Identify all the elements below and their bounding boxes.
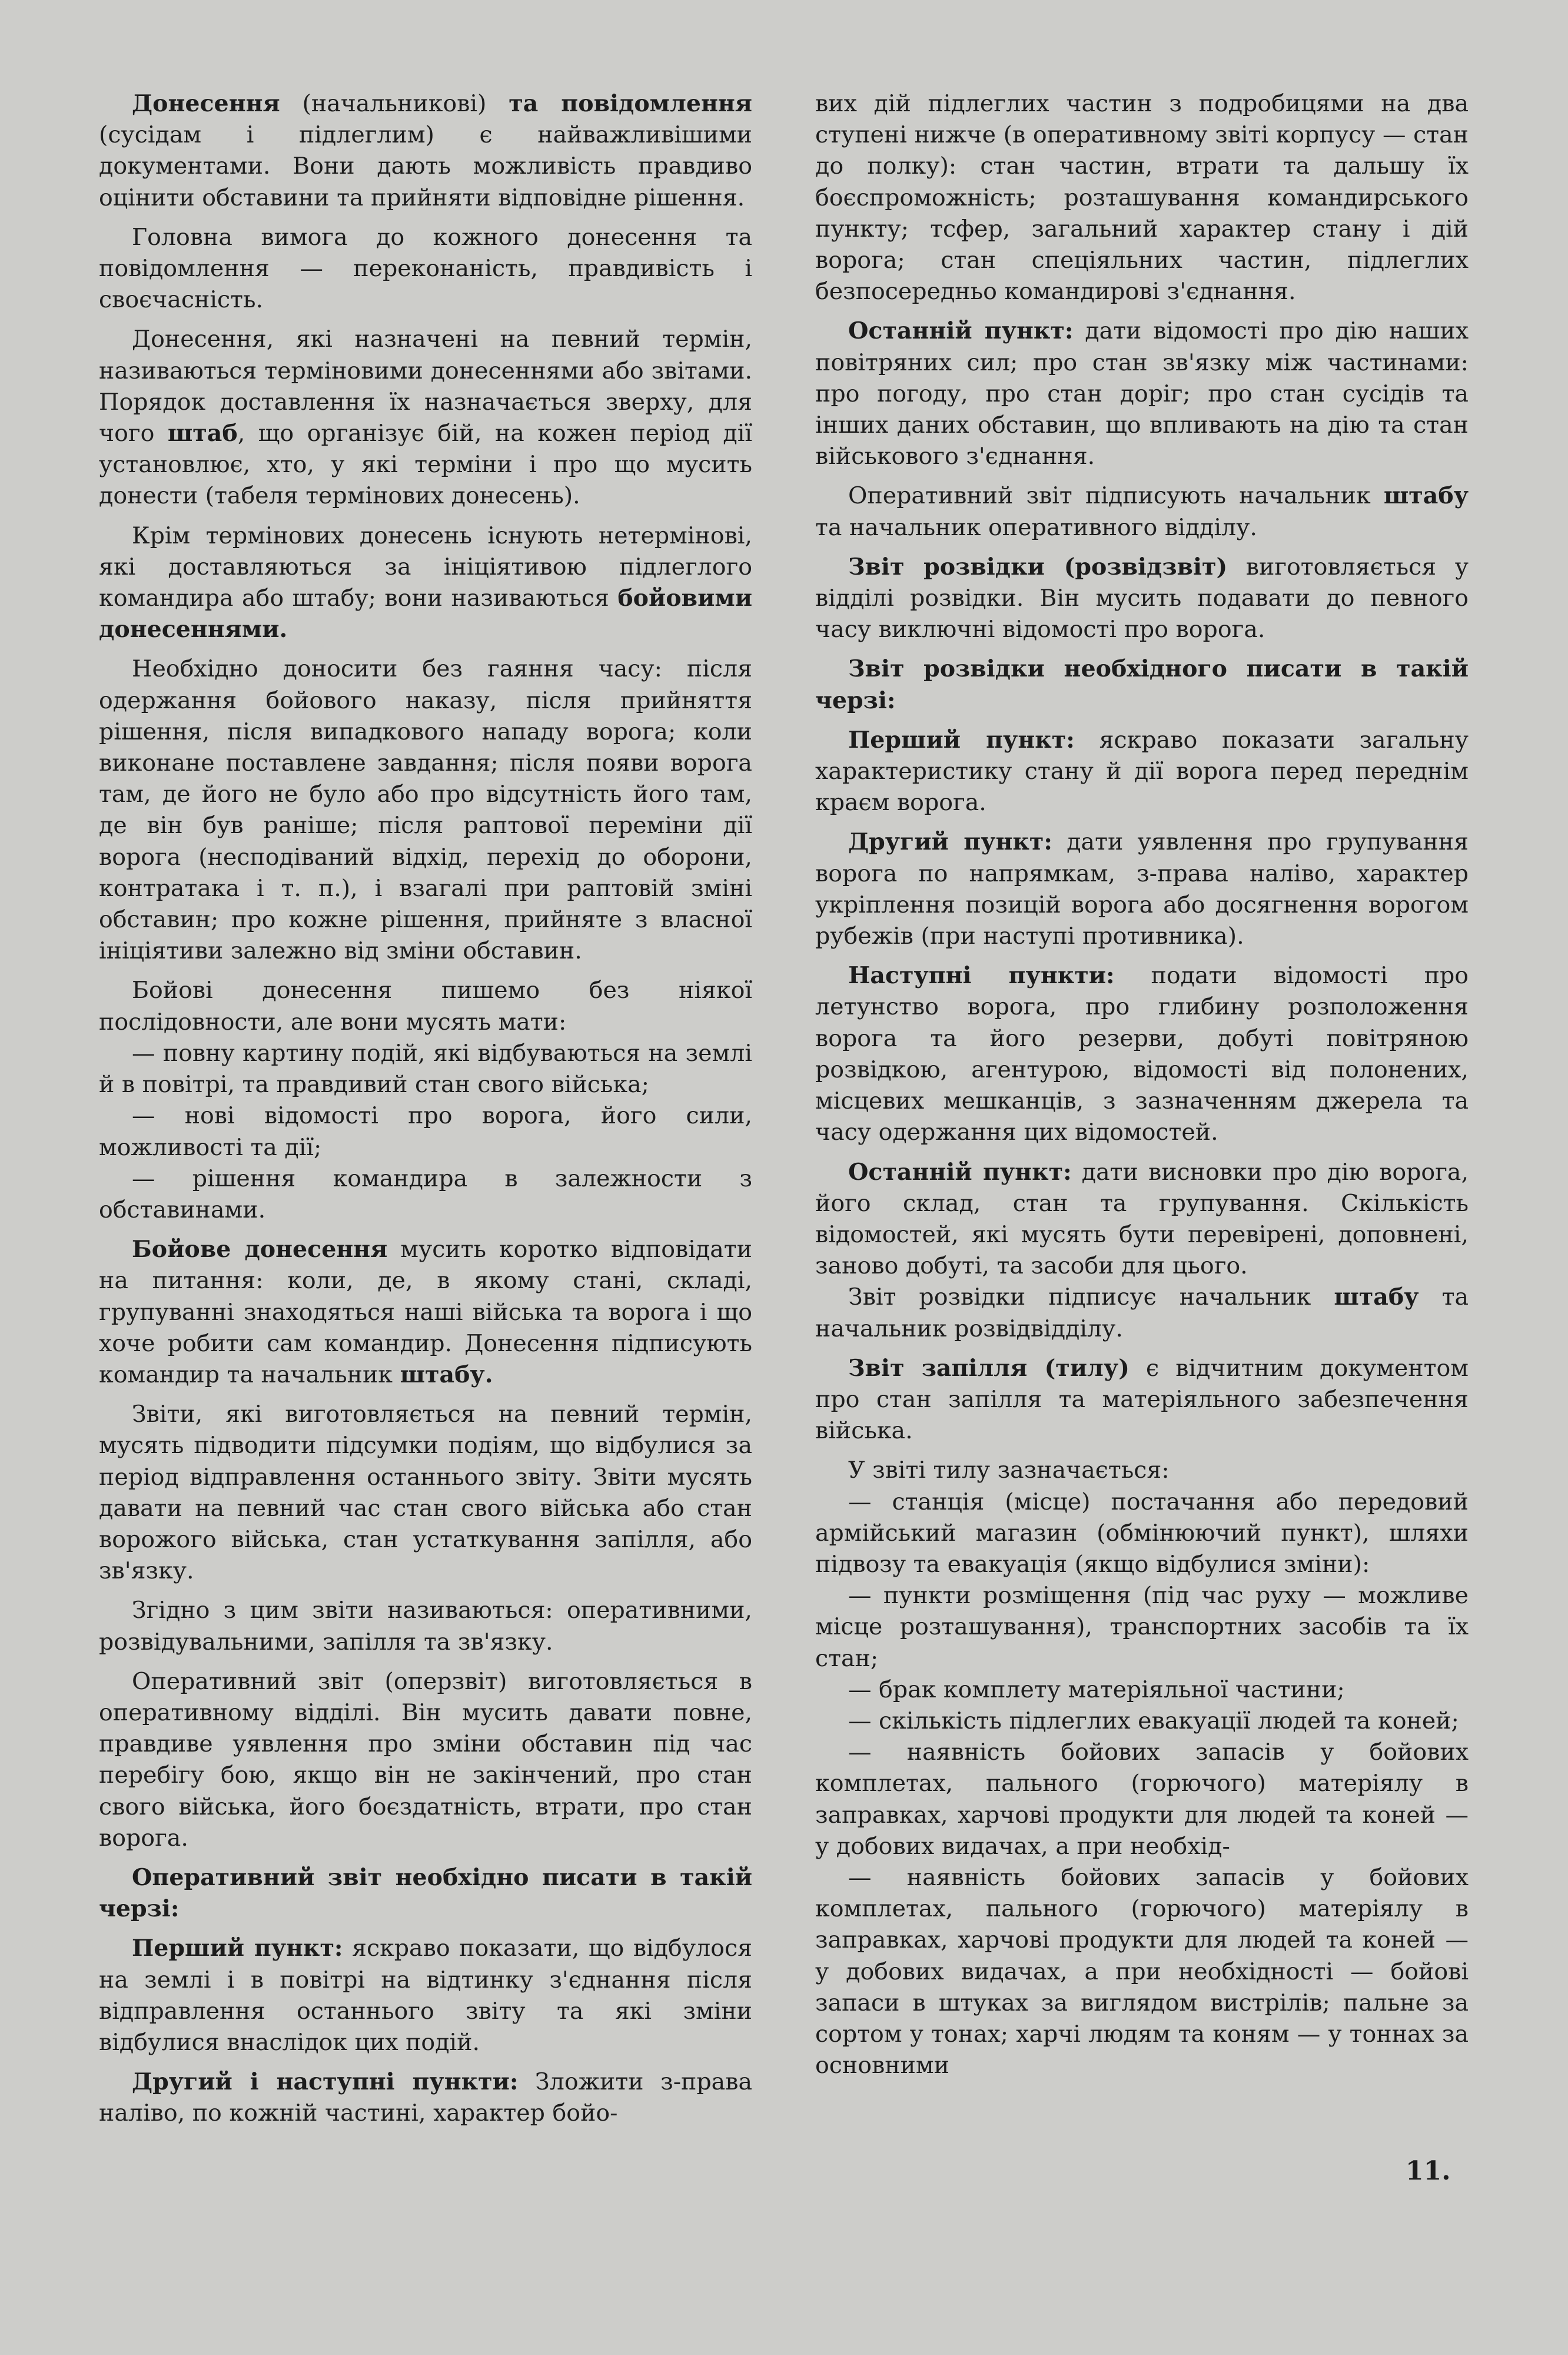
list-item: — брак комплету матеріяльної частини; xyxy=(848,1676,1345,1703)
list-item: — пункти розміщення (під час руху — можливе місце розташування), транспортних засобів та їх стан; xyxy=(815,1582,1469,1672)
list-item: — скількість підлеглих евакуації людей та коней; xyxy=(848,1707,1459,1734)
list-item: — станція (місце) постачання або передовий армійський магазин (обмінюючий пункт), шляхи підвозу та евакуація (якщо відбулися зміни): xyxy=(815,1488,1469,1578)
right-column xyxy=(815,88,1469,2081)
list-item: — повну картину подій, які відбуваються на землі й в повітрі, та правдивий стан свого війська; xyxy=(99,1039,752,1099)
paragraph: Головна вимога до кожного донесення та повідомлення — переконаність, правдивість і своєчасність. xyxy=(99,223,752,314)
page-number: 11. xyxy=(1406,2156,1451,2186)
section-heading: Звіт розвідки необхідного писати в такій черзі: xyxy=(815,655,1469,714)
paragraph: Звіт розвідки (розвідзвіт) виготовляється у відділі розвідки. Він мусить подавати до певного часу виключні відомості про ворога. xyxy=(815,553,1469,644)
paragraph: Донесення (начальникові) та повідомлення (сусідам і підлеглим) є найважливішими документами. Вони дають можливість правдиво оцінити обставини та прийняти відповідне рішення. xyxy=(99,90,752,211)
list-item: — рішення командира в залежности з обставинами. xyxy=(99,1165,752,1223)
paragraph: Звіт розвідки підписує начальник штабу та начальник розвідвідділу. xyxy=(815,1283,1469,1342)
paragraph: Другий і наступні пункти: Зложити з-права наліво, по кожній частині, характер бойо- xyxy=(99,2068,752,2127)
paragraph: Звіт запілля (тилу) є відчитним документом про стан запілля та матеріяльного забезпечення війська. xyxy=(815,1354,1469,1445)
paragraph: Останній пункт: дати висновки про дію ворога, його склад, стан та групування. Скількість відомостей, які мусять бути перевірені, доповнені, заново добуті, та засоби для цього. xyxy=(815,1158,1469,1280)
paragraph: Наступні пункти: подати відомості про летунство ворога, про глибину розположення ворога та його резерви, добуті повітряною розвідкою, агентурою, відомості від полонених, місцевих мешканців, з зазначенням джерела та часу одержання цих відомостей. xyxy=(815,962,1469,1146)
list-item: — нові відомості про ворога, його сили, можливості та дії; xyxy=(99,1102,752,1161)
paragraph: Звіти, які виготовляється на певний термін, мусять підводити підсумки подіям, що відбулися за період відправлення останнього звіту. Звіти мусять давати на певний час стан свого війська або стан ворожого війська, стан устаткування запілля, або зв'язку. xyxy=(99,1401,752,1585)
paragraph: Останній пункт: дати відомості про дію наших повітряних сил; про стан зв'язку між частинами: про погоду, про стан доріг; про стан сусідів та інших даних обставин, що впливають на дію та стан військового з'єднання. xyxy=(815,317,1469,470)
list-item: — наявність бойових запасів у бойових комплетах, пального (горючого) матеріялу в заправках, харчові продукти для людей та коней — у добових видачах, а при необхідності — бойові запаси в штуках за виглядом вистрілів; пальне за сортом у тонах; харчі людям та коням — у тоннах за основними xyxy=(815,1863,1469,2079)
paragraph: вих дій підлеглих частин з подробицями на два ступені нижче (в оперативному звіті корпусу — стан до полку): стан частин, втрати та дальшу їх боєспроможність; розташування командирського пункту; тсфер, загальний характер стану і дій ворога; стан спеціяльних частин, підлеглих безпосередньо командирові з'єднання. xyxy=(815,90,1469,306)
left-column xyxy=(99,88,752,2138)
paragraph: Оперативний звіт (оперзвіт) виготовляється в оперативному відділі. Він мусить давати повне, правдиве уявлення про зміни обставин під час перебігу бою, якщо він не закінчений, про стан свого війська, його боєздатність, втрати, про стан ворога. xyxy=(99,1667,752,1852)
paragraph: Перший пункт: яскраво показати загальну характеристику стану й дії ворога перед переднім краєм ворога. xyxy=(815,726,1469,817)
paragraph: Необхідно доносити без гаяння часу: після одержання бойового наказу, після прийняття рішення, після випадкового нападу ворога; коли виконане поставлене завдання; після появи ворога там, де його не було або про відсутність його там, де він був раніше; після раптової переміни дії ворога (несподіваний відхід, перехід до оборони, контратака і т. п.), і взагалі при раптовій зміні обставин; про кожне рішення, прийняте з власної ініціятиви залежно від зміни обставин. xyxy=(99,655,752,965)
paragraph: Крім термінових донесень існують нетермінові, які доставляються за ініціятивою підлеглого командира або штабу; вони називаються бойовими донесеннями. xyxy=(99,522,752,644)
paragraph: Другий пункт: дати уявлення про групування ворога по напрямкам, з-права наліво, характер укріплення позицій ворога або досягнення ворогом рубежів (при наступі противника). xyxy=(815,828,1469,950)
list-item: — наявність бойових запасів у бойових комплетах, пального (горючого) матеріялу в заправках, харчові продукти для людей та коней — у добових видачах, а при необхід- xyxy=(815,1739,1469,1860)
paragraph: Перший пункт: яскраво показати, що відбулося на землі і в повітрі на відтинку з'єднання після відправлення останнього звіту та які зміни відбулися внаслідок цих подій. xyxy=(99,1935,752,2056)
paragraph: Донесення, які назначені на певний термін, називаються терміновими донесеннями або звітами. Порядок доставлення їх назначається зверху, для чого штаб, що організує бій, на кожен період дії установлює, хто, у які терміни і про що мусить донести (табеля термінових донесень). xyxy=(99,326,752,510)
paragraph: Бойові донесення пишемо без ніякої послідовности, але вони мусять мати: xyxy=(99,977,752,1036)
paragraph: У звіті тилу зазначається: xyxy=(848,1457,1170,1484)
paragraph: Оперативний звіт підписують начальник штабу та начальник оперативного відділу. xyxy=(815,482,1469,541)
paragraph: Згідно з цим звіти називаються: оперативними, розвідувальними, запілля та зв'язку. xyxy=(99,1597,752,1656)
section-heading: Оперативний звіт необхідно писати в такій черзі: xyxy=(99,1863,752,1923)
paragraph: Бойове донесення мусить коротко відповідати на питання: коли, де, в якому стані, складі, групуванні знаходяться наші війська та ворога і що хоче робити сам командир. Донесення підписують командир та начальник штабу. xyxy=(99,1236,752,1388)
